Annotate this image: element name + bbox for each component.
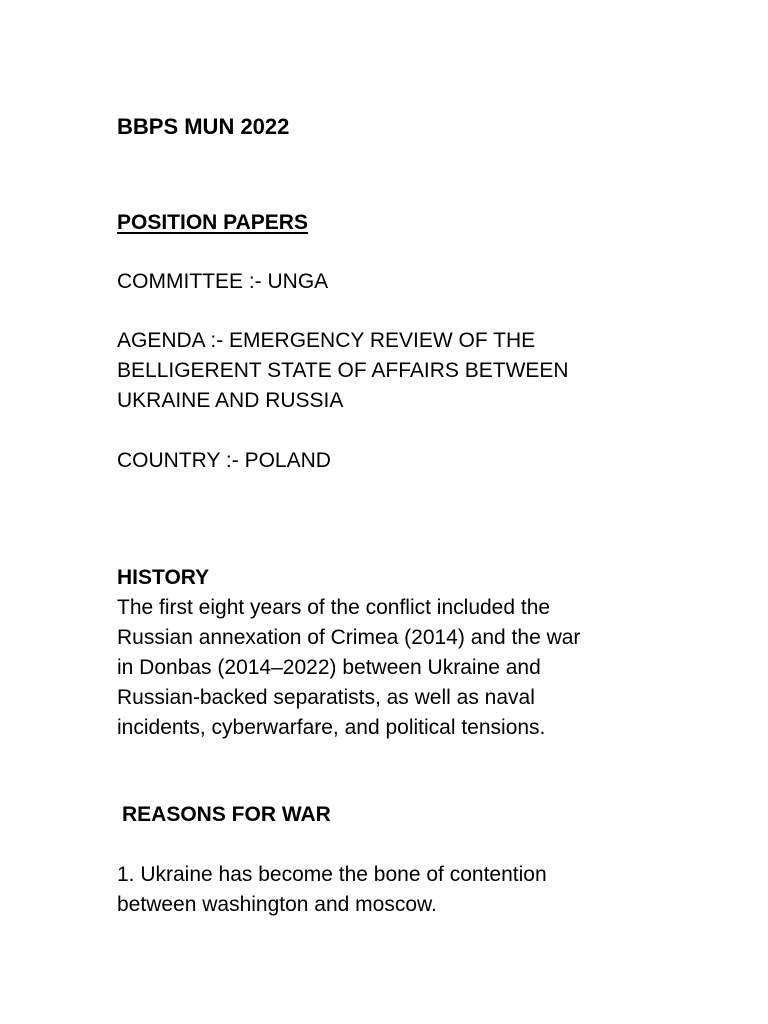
history-text-line: Russian-backed separatists, as well as naval	[117, 686, 535, 709]
reason-item-line: 1. Ukraine has become the bone of contention	[117, 863, 547, 886]
agenda-line: BELLIGERENT STATE OF AFFAIRS BETWEEN	[117, 359, 569, 382]
agenda-line: UKRAINE AND RUSSIA	[117, 389, 344, 412]
history-text-line: in Donbas (2014–2022) between Ukraine and	[117, 656, 541, 679]
history-text-line: Russian annexation of Crimea (2014) and the war	[117, 626, 581, 649]
history-text-line: incidents, cyberwarfare, and political tensions.	[117, 716, 546, 739]
reasons-heading: REASONS FOR WAR	[122, 803, 331, 826]
section-heading-position-papers: POSITION PAPERS	[117, 211, 308, 234]
agenda-line: AGENDA :- EMERGENCY REVIEW OF THE	[117, 329, 536, 352]
history-heading: HISTORY	[117, 566, 210, 589]
history-text-line: The first eight years of the conflict included the	[117, 596, 551, 619]
committee-line: COMMITTEE :- UNGA	[117, 270, 329, 293]
document-title: BBPS MUN 2022	[117, 114, 290, 139]
reason-item-line: between washington and moscow.	[117, 893, 437, 916]
country-line: COUNTRY :- POLAND	[117, 449, 331, 472]
